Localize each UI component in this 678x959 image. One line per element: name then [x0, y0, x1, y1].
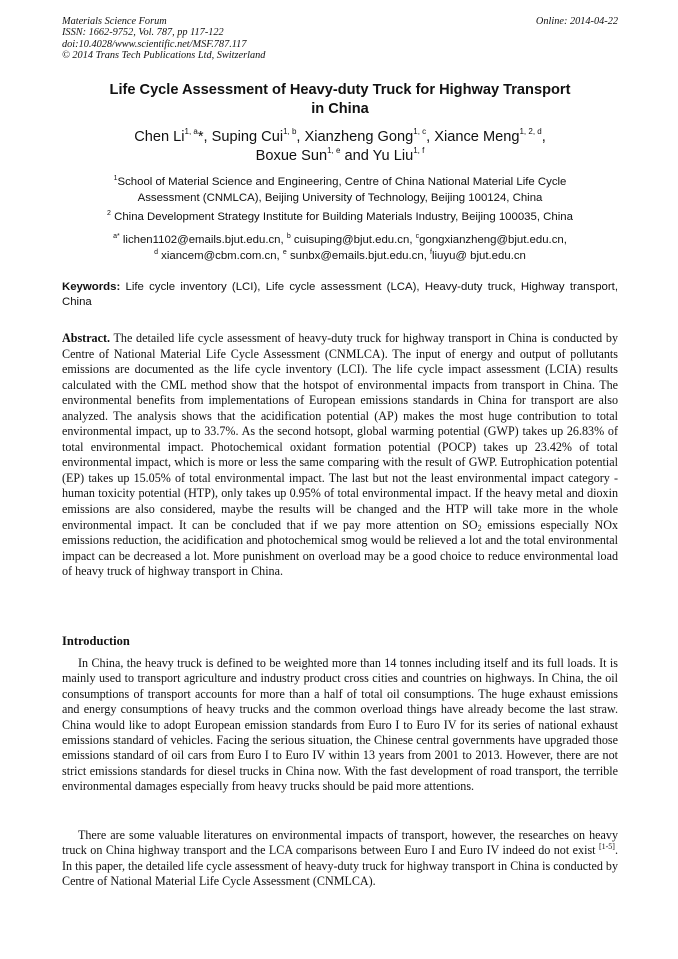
- email-marker: e: [282, 249, 287, 256]
- introduction-paragraph-1: In China, the heavy truck is defined to be weighted more than 14 tonnes including itself and its full loads. It is mainly used to transport agriculture and industry product cross cities and countries on highways. In China, the oil consumptions of transport accounts for more than a half of total oil consumptions. The huge exhaust emissions and energy consumptions of heavy trucks and the common overload things have already become the last straw. China would like to adopt European emission standards from Euro I to Euro IV for its series of national exhaust emissions standard of vehicles. Facing the serious situation, the Chinese central governments have upgraded those emissions standard of oil cars from Euro I to Euro IV within 13 years from 2001 to 2013. However, there are not strict emissions standards for diesel trucks in China now. With the fast development of road transport, the terrible environmental damages especially from heavy trucks should be paid more attentions.: [62, 656, 618, 794]
- author-separator: ,: [426, 129, 435, 145]
- journal-doi: doi:10.4028/www.scientific.net/MSF.787.117: [62, 38, 247, 50]
- email-address: gongxianzheng@bjut.edu.cn,: [419, 234, 567, 246]
- journal-header: [62, 16, 618, 62]
- author-affiliation-marker: 1, a: [184, 127, 198, 136]
- email-address: lichen1102@emails.bjut.edu.cn,: [119, 234, 287, 246]
- paragraph-text: . In this paper, the detailed life cycle assessment of heavy-duty truck for highway transport in China is conducted by Centre of National Material Life Cycle Assessment (CNMLCA).: [62, 843, 619, 889]
- journal-issn: ISSN: 1662-9752, Vol. 787, pp 117-122: [62, 27, 224, 39]
- author-name: Chen Li: [134, 129, 185, 145]
- email-address: sunbx@emails.bjut.edu.cn,: [286, 250, 431, 262]
- email-marker: a*: [113, 233, 120, 240]
- email-marker: b: [286, 233, 291, 240]
- affiliation-number: 1: [113, 175, 118, 182]
- journal-copyright: © 2014 Trans Tech Publications Ltd, Switzerland: [62, 50, 266, 62]
- affiliation-number: 2: [107, 210, 111, 217]
- abstract-text-part-2: emissions especially NOx emissions reduction, the acidification and photochemical smog would be relieved a lot and the total environmental impact can be decreased a lot. More punishment on overload may be a good choice to reduce environmental load of heavy truck of highway transport in China.: [62, 517, 618, 579]
- email-address: liuyu@ bjut.edu.cn: [432, 250, 526, 262]
- author-affiliation-marker: 1, b: [283, 127, 297, 136]
- author-affiliation-marker: 1, f: [413, 146, 425, 155]
- email-address: xiancem@cbm.com.cn,: [158, 250, 283, 262]
- journal-name: Materials Science Forum: [62, 16, 167, 27]
- author-separator: ,: [296, 129, 305, 145]
- email-line-2: [72, 248, 608, 264]
- paragraph-text: There are some valuable literatures on environmental impacts of transport, however, the researches on heavy truck on China highway transport and the LCA comparisons between Euro I and Euro IV indeed do not exist: [62, 828, 618, 858]
- abstract-label: Abstract.: [62, 331, 111, 345]
- author-separator: and: [340, 148, 373, 164]
- section-heading-introduction: Introduction: [62, 634, 130, 648]
- author-name: Yu Liu: [372, 148, 414, 164]
- author-name: Boxue Sun: [255, 148, 328, 164]
- author-name: Xianzheng Gong: [304, 129, 414, 145]
- paper-title: [62, 81, 618, 119]
- affiliation-2: [72, 209, 608, 225]
- email-line-1: [72, 232, 608, 248]
- abstract-text-part-1: The detailed life cycle assessment of heavy-duty truck for highway transport in China is conducted by Centre of National Material Life Cycle Assessment (CNMLCA). The input of energy and output of pollutants emissions are documented as the life cycle inventory (LCI). The life cycle impact assessment (LCIA) results calculated with the CML method show that the hotspot of environmental impacts from transport in China. The environmental benefits from implementations of European emissions standards in China for transport are also analyzed. The analysis shows that the acidification potential (AP) makes the most huge contribution to total environmental impact, up to 33.7%. As the second hotsopt, global warming potential (GWP) takes up 26.83% of total environmental impact. Photochemical oxidant formation potential (POCP) takes up 23.42% of total environmental impact, which is more or less the same comparing with the result of GWP. Eutrophication potential (EP) takes up 15.05% of total environmental impact. The last but not the least environmental impact category - human toxicity potential (HTP), only takes up 0.95% of total environmental impact. If the heavy metal and dioxin emissions are also considered, maybe the results will be changed and the HTP will take more in the whole environmental impact. It can be concluded that if we pay more attention on SO: [62, 331, 618, 532]
- affiliation-text: China Development Strategy Institute for Building Materials Industry, Beijing 100035, China: [110, 211, 573, 223]
- author-emails: [72, 232, 608, 264]
- introduction-paragraph-2: [62, 828, 618, 890]
- keywords: [62, 280, 618, 310]
- affiliation-text: School of Material Science and Engineering, Centre of China National Material Life Cycle: [117, 176, 567, 188]
- email-marker: c: [415, 233, 420, 240]
- keywords-label: Keywords:: [62, 281, 121, 293]
- citation-reference: [1-5]: [598, 842, 615, 852]
- author-line-1: [62, 128, 618, 147]
- email-marker: d: [154, 249, 158, 256]
- author-separator: ,: [541, 129, 546, 145]
- paper-title-line-1: Life Cycle Assessment of Heavy-duty Truck for Highway Transport: [109, 82, 571, 98]
- abstract: [62, 331, 618, 580]
- email-address: cuisuping@bjut.edu.cn,: [290, 234, 416, 246]
- author-name: Xiance Meng: [434, 129, 520, 145]
- affiliation-1-line-1: [72, 174, 608, 190]
- affiliation-1: [72, 174, 608, 206]
- keywords-text: Life cycle inventory (LCI), Life cycle assessment (LCA), Heavy-duty truck, Highway transport, China: [62, 281, 618, 308]
- paper-title-line-2: in China: [311, 101, 369, 117]
- author-separator: *,: [197, 129, 212, 145]
- email-marker: f: [430, 249, 432, 256]
- online-date: Online: 2014-04-22: [535, 16, 618, 27]
- author-list: [62, 128, 618, 166]
- affiliation-1-line-2: Assessment (CNMLCA), Beijing University of Technology, Beijing 100124, China: [137, 192, 543, 204]
- abstract-subscript: 2: [477, 523, 482, 533]
- author-affiliation-marker: 1, c: [413, 127, 427, 136]
- author-affiliation-marker: 1, e: [327, 146, 341, 155]
- author-name: Suping Cui: [211, 129, 284, 145]
- author-line-2: [62, 147, 618, 166]
- author-affiliation-marker: 1, 2, d: [519, 127, 542, 136]
